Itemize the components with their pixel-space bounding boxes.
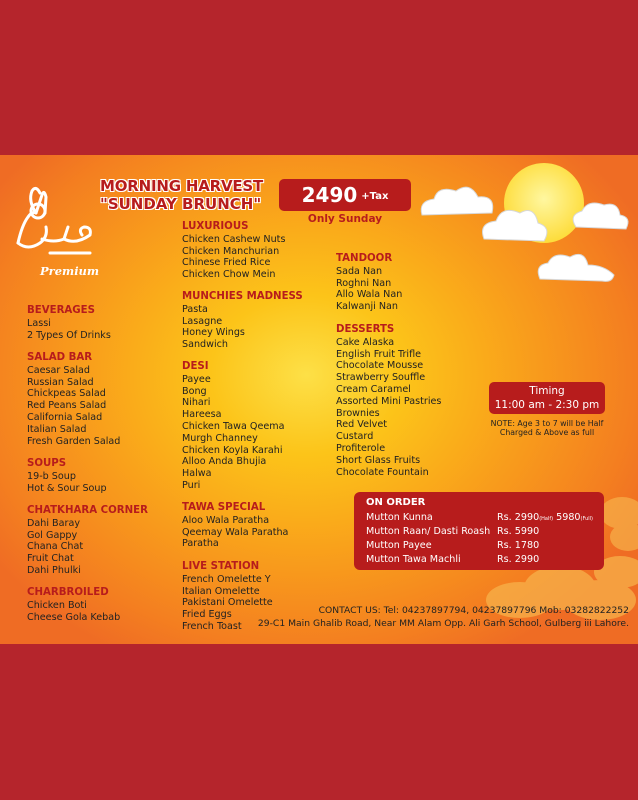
menu-item: Cake Alaska <box>336 336 395 348</box>
menu-item: French Omelette Y <box>182 573 271 585</box>
menu-item: Chicken Koyla Karahi <box>182 444 283 456</box>
section-heading: BEVERAGES <box>27 305 95 316</box>
menu-item: Sada Nan <box>336 265 383 277</box>
brunch-poster <box>0 155 638 644</box>
menu-item: Italian Omelette <box>182 585 260 597</box>
menu-item: Honey Wings <box>182 327 245 339</box>
section-heading: CHARBROILED <box>27 587 109 598</box>
menu-item: Profiterole <box>336 442 386 454</box>
section-tandoor <box>336 253 402 313</box>
order-item-name: Mutton Raan/ Dasti Roash <box>366 526 491 537</box>
menu-item: Chicken Tawa Qeema <box>182 420 285 432</box>
menu-item: Strawberry Souffle <box>336 372 426 384</box>
menu-item: English Fruit Trifle <box>336 348 422 360</box>
menu-item: Chicken Manchurian <box>182 245 280 257</box>
menu-item: French Toast <box>182 620 242 632</box>
menu-item: Chana Chat <box>27 541 84 553</box>
menu-item: Pasta <box>182 303 208 315</box>
timing-badge <box>489 382 605 414</box>
timing-hours: 11:00 am - 2:30 pm <box>494 399 600 411</box>
menu-item: Lassi <box>27 317 51 329</box>
menu-item: Fresh Garden Salad <box>27 435 121 447</box>
menu-item: Red Peans Salad <box>27 400 107 412</box>
section-heading: LUXURIOUS <box>182 221 249 232</box>
menu-item: Nihari <box>182 397 211 409</box>
section-munchies-madness <box>182 291 303 351</box>
menu-item: Chicken Boti <box>27 599 87 611</box>
contact-phones: CONTACT US: Tel: 04237897794, 04237897796 Mob: 03282822252 <box>318 605 629 616</box>
menu-item: Dahi Phulki <box>27 564 81 576</box>
menu-item: Chinese Fried Rice <box>182 257 271 269</box>
price-amount: 2490 <box>301 183 358 207</box>
menu-item: California Salad <box>27 411 103 423</box>
order-item <box>366 512 602 525</box>
menu-item: 19-b Soup <box>27 470 76 482</box>
menu-item: Lasagne <box>182 315 223 327</box>
price-badge <box>279 179 411 211</box>
menu-item: Murgh Channey <box>182 432 258 444</box>
section-beverages <box>27 305 111 341</box>
order-item <box>366 526 602 539</box>
menu-item: Kalwanji Nan <box>336 301 398 313</box>
section-heading: DESSERTS <box>336 324 395 335</box>
menu-item: Custard <box>336 431 374 443</box>
order-item-price: Rs. 2990 <box>497 554 540 565</box>
contact-info <box>258 605 629 630</box>
section-heading: TAWA SPECIAL <box>182 502 266 513</box>
menu-item: Hareesa <box>182 409 222 421</box>
menu-item: Cream Caramel <box>336 383 411 395</box>
section-heading: LIVE STATION <box>182 561 260 572</box>
order-item-price: Rs. 1780 <box>497 540 540 551</box>
timing-label: Timing <box>529 385 565 397</box>
menu-item: Gol Gappy <box>27 529 78 541</box>
section-heading: DESI <box>182 361 209 372</box>
price-tax: +Tax <box>361 190 389 202</box>
on-order-box <box>354 492 604 570</box>
price-note: Only Sunday <box>307 213 383 225</box>
menu-item: Paratha <box>182 538 219 550</box>
contact-address: 29-C1 Main Ghalib Road, Near MM Alam Opp. Ali Garh School, Gulberg iii Lahore. <box>257 617 629 629</box>
menu-item: Caesar Salad <box>27 364 90 376</box>
menu-item: Halwa <box>182 468 212 480</box>
on-order-heading: ON ORDER <box>366 497 426 508</box>
section-desi <box>182 361 284 492</box>
menu-item: Cheese Gola Kebab <box>27 611 121 623</box>
section-luxurious <box>182 221 285 281</box>
section-heading: CHATKHARA CORNER <box>27 505 148 516</box>
page-subtitle: "SUNDAY BRUNCH" <box>100 195 262 213</box>
order-item <box>366 554 602 567</box>
page-title: MORNING HARVEST <box>100 177 264 195</box>
section-soups <box>27 458 107 494</box>
menu-item: Italian Salad <box>27 423 87 435</box>
section-charbroiled <box>27 587 120 623</box>
menu-item: Hot & Sour Soup <box>27 482 107 494</box>
menu-item: Qeemay Wala Paratha <box>182 526 289 538</box>
menu-item: Sandwich <box>182 339 229 351</box>
menu-item: Allo Wala Nan <box>336 289 403 301</box>
menu-item: Chocolate Mousse <box>336 360 424 372</box>
order-item-price: Rs. 2990(Half) 5980(Full) <box>497 512 593 523</box>
menu-item: Dahi Baray <box>27 517 81 529</box>
section-heading: TANDOOR <box>336 253 393 264</box>
menu-item: Red Velvet <box>336 419 388 431</box>
menu-item: Fruit Chat <box>27 553 74 565</box>
cloud-icon <box>416 179 638 289</box>
ok-hand-logo-icon <box>8 173 98 268</box>
menu-item: Payee <box>182 373 211 385</box>
section-heading: SOUPS <box>27 458 67 469</box>
menu-item: Short Glass Fruits <box>336 454 421 466</box>
age-note: NOTE: Age 3 to 7 will be Half Charged & Above as full <box>490 419 604 438</box>
order-item <box>366 540 602 553</box>
menu-item: Fried Eggs <box>182 609 232 621</box>
section-chatkhara-corner <box>27 505 148 577</box>
menu-item: Bong <box>182 385 207 397</box>
menu-item: Aloo Wala Paratha <box>182 514 270 526</box>
order-item-price: Rs. 5990 <box>497 526 540 537</box>
order-item-name: Mutton Payee <box>366 540 432 551</box>
menu-item: Chicken Cashew Nuts <box>182 233 286 245</box>
section-desserts <box>336 324 441 478</box>
section-salad-bar <box>27 352 120 447</box>
order-item-name: Mutton Kunna <box>366 512 433 523</box>
menu-item: Alloo Anda Bhujia <box>182 456 267 468</box>
order-item-name: Mutton Tawa Machli <box>366 554 461 565</box>
brand-tagline: Premium <box>40 264 100 278</box>
menu-item: Pakistani Omelette <box>182 597 273 609</box>
section-heading: SALAD BAR <box>27 352 93 363</box>
section-tawa-special <box>182 502 288 550</box>
menu-item: Brownies <box>336 407 380 419</box>
menu-item: Russian Salad <box>27 376 94 388</box>
menu-item: Chocolate Fountain <box>336 466 429 478</box>
menu-item: Roghni Nan <box>336 277 392 289</box>
menu-item: 2 Types Of Drinks <box>27 329 111 341</box>
menu-item: Chickpeas Salad <box>27 388 106 400</box>
section-heading: MUNCHIES MADNESS <box>182 291 303 302</box>
menu-item: Chicken Chow Mein <box>182 269 276 281</box>
menu-item: Puri <box>182 479 201 491</box>
menu-item: Assorted Mini Pastries <box>336 395 442 407</box>
